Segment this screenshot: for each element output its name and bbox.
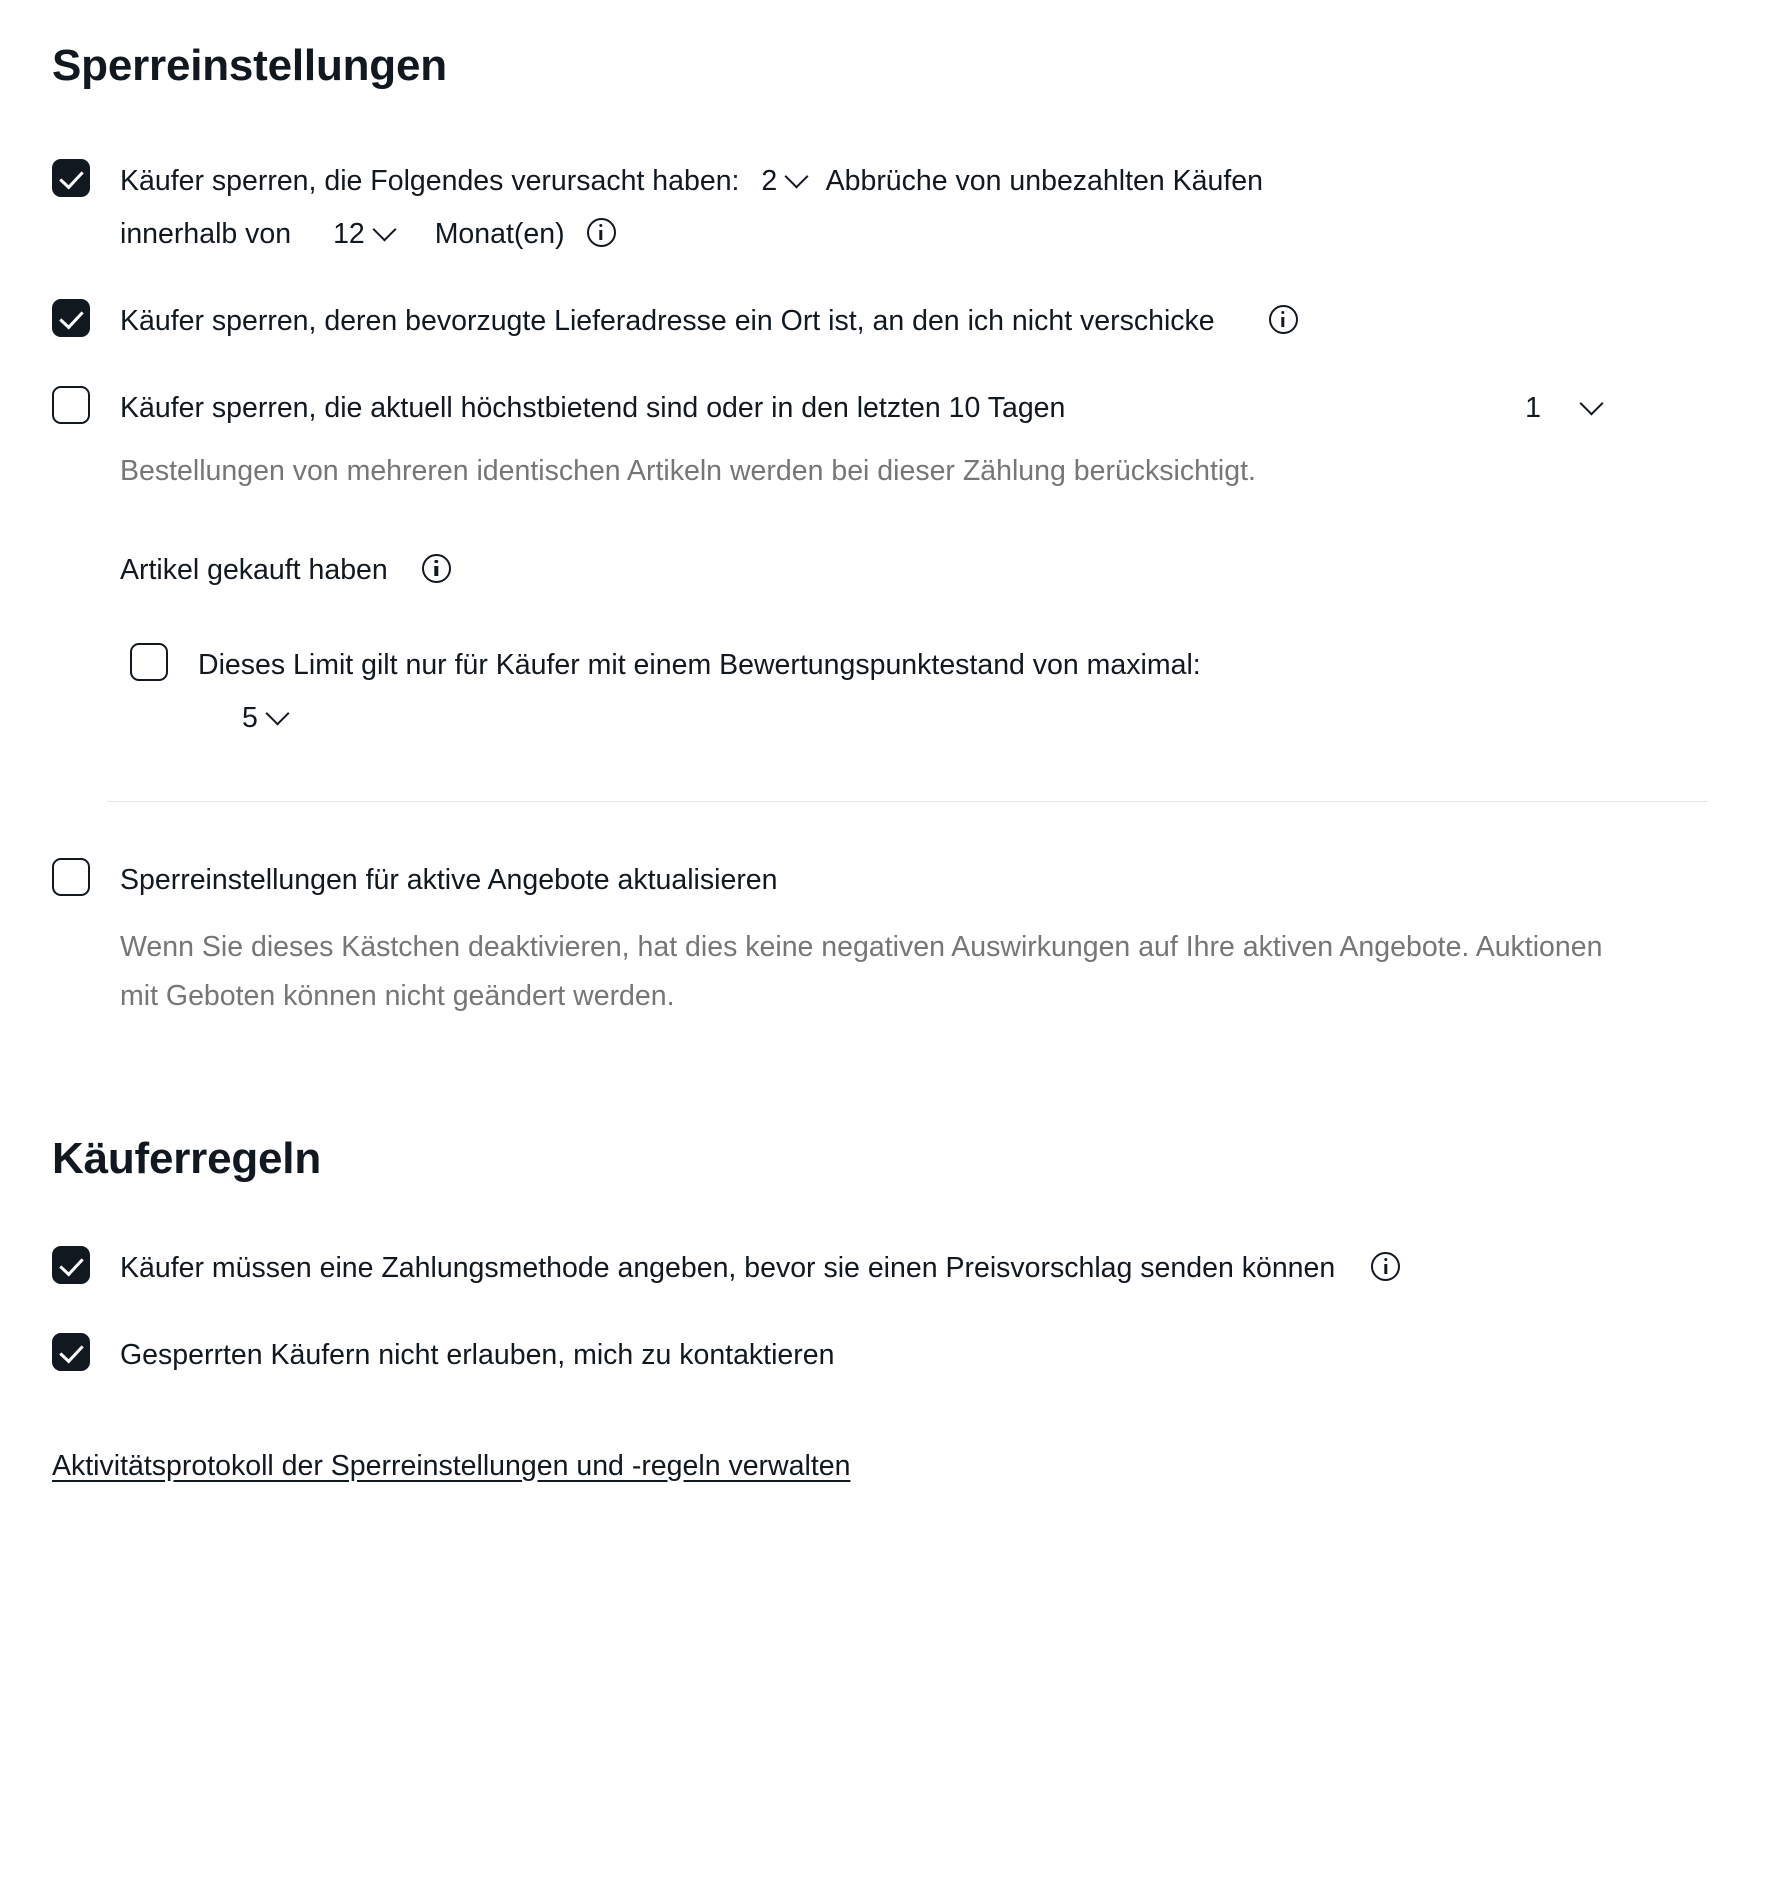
info-icon[interactable]	[587, 218, 616, 247]
label-bidder-limit-after: Artikel gekauft haben	[120, 553, 388, 586]
label-months: Monat(en)	[434, 217, 565, 250]
checkbox-no-contact[interactable]	[52, 1333, 90, 1371]
checkbox-payment-method-required[interactable]	[52, 1246, 90, 1284]
checkbox-feedback-score-limit[interactable]	[130, 643, 168, 681]
row-feedback-score-limit	[130, 639, 1716, 745]
description-update-active-listings: Wenn Sie dieses Kästchen deaktivieren, hat dies keine negativen Auswirkungen auf Ihre aktiven Angebote. Auktionen mit Geboten können nicht geändert werden.	[120, 930, 1603, 1012]
label-bidder-limit-before: Käufer sperren, die aktuell höchstbietend sind oder in den letzten 10 Tagen	[120, 391, 1066, 424]
select-months[interactable]	[333, 208, 393, 261]
chevron-down-icon	[1579, 391, 1603, 415]
label-feedback-score-limit: Dieses Limit gilt nur für Käufer mit einem Bewertungspunktestand von maximal:	[198, 648, 1201, 681]
select-bidder-item-count-value: 1	[1525, 391, 1541, 424]
chevron-down-icon	[785, 164, 809, 188]
label-unpaid-before: Käufer sperren, die Folgendes verursacht haben:	[120, 164, 740, 197]
row-bidder-limit	[52, 382, 1716, 597]
chevron-down-icon	[372, 217, 396, 241]
select-cancellation-count[interactable]	[761, 155, 805, 208]
section-divider	[107, 801, 1708, 802]
row-unpaid-cancellations	[52, 155, 1716, 261]
checkbox-shipping-location[interactable]	[52, 299, 90, 337]
row-unpaid-cancellations-content	[120, 155, 1716, 261]
select-months-value: 12	[333, 217, 365, 250]
spacer	[52, 1382, 1716, 1450]
row-update-active-listings	[52, 854, 1716, 1021]
select-cancellation-count-value: 2	[761, 164, 778, 197]
select-bidder-item-count[interactable]	[1525, 382, 1600, 435]
spacer	[52, 1021, 1716, 1133]
row-bidder-limit-content	[120, 382, 1716, 597]
label-bidder-limit-after-wrap	[120, 544, 1716, 597]
label-unpaid-middle: Abbrüche von unbezahlten Käufen	[825, 164, 1263, 197]
row-payment-method-required-content	[120, 1242, 1590, 1295]
row-feedback-score-limit-content	[198, 639, 1716, 745]
select-feedback-score[interactable]	[242, 692, 286, 745]
label-no-contact: Gesperrten Käufern nicht erlauben, mich zu kontaktieren	[120, 1338, 835, 1371]
row-payment-method-required	[52, 1242, 1716, 1295]
select-feedback-score-value: 5	[242, 701, 258, 734]
row-shipping-location-content	[120, 295, 1716, 348]
hint-bidder-limit: Bestellungen von mehreren identischen Artikeln werden bei dieser Zählung berücksichtigt.	[120, 454, 1256, 487]
chevron-down-icon	[265, 701, 289, 725]
row-shipping-location	[52, 295, 1716, 348]
checkbox-bidder-limit[interactable]	[52, 386, 90, 424]
spacer	[52, 1186, 1716, 1242]
label-within: innerhalb von	[120, 217, 292, 250]
info-icon[interactable]	[1269, 305, 1298, 334]
page-title: Sperreinstellungen	[52, 41, 447, 90]
row-update-active-listings-content	[120, 854, 1716, 1021]
label-payment-method-required: Käufer müssen eine Zahlungsmethode angeben, bevor sie einen Preisvorschlag senden können	[120, 1251, 1336, 1284]
label-shipping-location: Käufer sperren, deren bevorzugte Lieferadresse ein Ort ist, an den ich nicht verschicke	[120, 304, 1215, 337]
spacer	[52, 93, 1716, 155]
checkbox-unpaid-cancellations[interactable]	[52, 159, 90, 197]
buyer-rules-title: Käuferregeln	[52, 1133, 322, 1183]
row-no-contact	[52, 1329, 1716, 1382]
checkbox-update-active-listings[interactable]	[52, 858, 90, 896]
activity-log-link[interactable]: Aktivitätsprotokoll der Sperreinstellungen und -regeln verwalten	[52, 1449, 851, 1482]
info-icon[interactable]	[1371, 1252, 1400, 1281]
row-no-contact-content	[120, 1329, 1716, 1382]
info-icon[interactable]	[422, 554, 451, 583]
label-update-active-listings: Sperreinstellungen für aktive Angebote aktualisieren	[120, 863, 778, 896]
